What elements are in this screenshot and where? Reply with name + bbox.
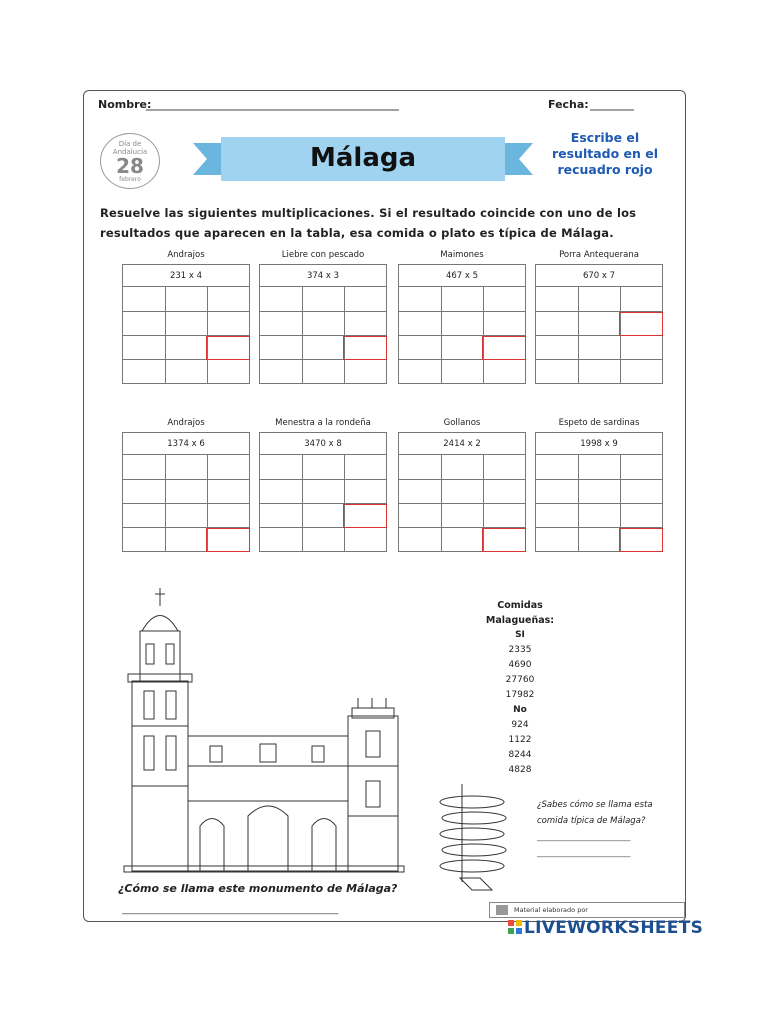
liveworksheets-logo[interactable] — [508, 918, 703, 938]
dish-name: Andrajos — [167, 418, 205, 428]
operation-label: 1374 x 6 — [123, 433, 249, 455]
grid-cell[interactable] — [536, 311, 578, 335]
si-label: SI — [515, 630, 525, 640]
badge-number: 28 — [116, 154, 144, 178]
name-line[interactable]: ______________________________________________ — [146, 98, 399, 111]
instructions-text: Resuelve las siguientes multiplicaciones. Si el resultado coincide con uno de los resultados que aparecen en la tabla, esa comida o plato es típica de Málaga. — [100, 206, 637, 240]
grid-cell[interactable] — [578, 479, 620, 503]
name-date-row — [98, 98, 680, 120]
grid-cell[interactable] — [123, 335, 165, 359]
grid-cell[interactable] — [260, 479, 302, 503]
operation-label: 231 x 4 — [123, 265, 249, 287]
monument-question: ¿Cómo se llama este monumento de Málaga? — [118, 882, 398, 895]
grid-cell[interactable] — [165, 335, 207, 359]
grid-cell[interactable] — [620, 287, 662, 311]
grid-cell[interactable] — [441, 527, 483, 551]
grid-cell[interactable] — [165, 455, 207, 479]
grid-cell[interactable] — [260, 311, 302, 335]
grid-cell[interactable] — [441, 359, 483, 383]
food-answer-line[interactable]: ______________________ — [537, 832, 631, 842]
operation-label: 1998 x 9 — [536, 433, 662, 455]
grid-cell[interactable] — [344, 527, 386, 551]
no-value: 4828 — [508, 765, 532, 775]
grid-cell[interactable] — [165, 287, 207, 311]
dish-name: Maimones — [440, 250, 484, 260]
title-ribbon — [193, 135, 533, 185]
grid-cell[interactable] — [536, 527, 578, 551]
grid-cell[interactable] — [260, 527, 302, 551]
grid-cell[interactable] — [344, 479, 386, 503]
andalucia-day-badge — [100, 133, 160, 189]
badge-month: febrero — [119, 176, 141, 183]
grid-cell[interactable] — [578, 455, 620, 479]
grid-cell[interactable] — [207, 359, 249, 383]
grid-cell[interactable] — [483, 311, 525, 335]
grid-cell[interactable] — [207, 311, 249, 335]
dish-name: Menestra a la rondeña — [275, 418, 371, 428]
grid-cell[interactable] — [207, 287, 249, 311]
grid-cell[interactable] — [260, 287, 302, 311]
monument-answer-line[interactable]: _____________________________________________ — [122, 904, 339, 915]
grid-cell[interactable] — [399, 503, 441, 527]
si-value: 27760 — [505, 675, 535, 685]
foods-heading: Comidas Malagueñas: — [485, 600, 555, 626]
dish-name: Andrajos — [167, 250, 205, 260]
grid-cell[interactable] — [207, 503, 249, 527]
grid-cell[interactable] — [123, 527, 165, 551]
answer-red-box[interactable] — [206, 336, 250, 360]
grid-cell[interactable] — [302, 287, 344, 311]
answer-red-box[interactable] — [206, 528, 250, 552]
operation-label: 374 x 3 — [260, 265, 386, 287]
grid-cell[interactable] — [123, 287, 165, 311]
grid-cell[interactable] — [399, 335, 441, 359]
operation-label: 3470 x 8 — [260, 433, 386, 455]
food-answer-line[interactable]: ______________________ — [537, 848, 631, 858]
date-label: Fecha: — [548, 98, 589, 111]
grid-cell[interactable] — [207, 455, 249, 479]
grid-cell[interactable] — [399, 287, 441, 311]
grid-cell[interactable] — [302, 527, 344, 551]
grid-cell[interactable] — [260, 503, 302, 527]
grid-cell[interactable] — [620, 503, 662, 527]
badge-caption: Día de Andalucía — [112, 140, 148, 156]
cathedral-illustration — [120, 586, 410, 876]
calculation-grid — [259, 432, 387, 552]
grid-cell[interactable] — [483, 359, 525, 383]
si-value: 2335 — [508, 645, 532, 655]
dish-name: Porra Antequerana — [559, 250, 639, 260]
grid-cell[interactable] — [578, 359, 620, 383]
food-question-block — [537, 797, 677, 861]
answer-red-box[interactable] — [619, 312, 663, 336]
grid-cell[interactable] — [165, 503, 207, 527]
grid-cell[interactable] — [399, 359, 441, 383]
grid-cell[interactable] — [536, 503, 578, 527]
brand-name: LIVEWORKSHEETS — [524, 918, 704, 938]
grid-cell[interactable] — [441, 503, 483, 527]
grid-cell[interactable] — [123, 359, 165, 383]
red-box-instruction: Escribe el resultado en el recuadro rojo — [551, 130, 659, 177]
grid-cell[interactable] — [207, 479, 249, 503]
grid-cell[interactable] — [620, 359, 662, 383]
grid-cell[interactable] — [536, 335, 578, 359]
grid-cell[interactable] — [441, 479, 483, 503]
operation-label: 467 x 5 — [399, 265, 525, 287]
credit-box — [489, 902, 685, 918]
grid-cell[interactable] — [578, 503, 620, 527]
grid-cell[interactable] — [302, 479, 344, 503]
grid-cell[interactable] — [165, 479, 207, 503]
date-line[interactable]: ________ — [590, 98, 634, 111]
grid-cell[interactable] — [536, 287, 578, 311]
grid-cell[interactable] — [536, 479, 578, 503]
grid-cell[interactable] — [260, 335, 302, 359]
grid-cell[interactable] — [483, 503, 525, 527]
grid-cell[interactable] — [165, 311, 207, 335]
liveworksheets-icon — [508, 920, 522, 934]
answer-red-box[interactable] — [343, 504, 387, 528]
grid-cell[interactable] — [123, 479, 165, 503]
grid-cell[interactable] — [123, 455, 165, 479]
grid-cell[interactable] — [483, 287, 525, 311]
answer-red-box[interactable] — [343, 336, 387, 360]
grid-cell[interactable] — [302, 359, 344, 383]
grid-cell[interactable] — [578, 335, 620, 359]
dish-name: Liebre con pescado — [281, 250, 365, 260]
answer-red-box[interactable] — [482, 528, 526, 552]
grid-cell[interactable] — [483, 479, 525, 503]
calculation-grid — [259, 264, 387, 384]
grid-cell[interactable] — [344, 311, 386, 335]
grid-cell[interactable] — [441, 311, 483, 335]
grid-cell[interactable] — [260, 359, 302, 383]
grid-cell[interactable] — [441, 287, 483, 311]
grid-cell[interactable] — [483, 455, 525, 479]
grid-cell[interactable] — [344, 455, 386, 479]
grid-cell[interactable] — [620, 335, 662, 359]
grid-cell[interactable] — [578, 287, 620, 311]
grid-cell[interactable] — [344, 359, 386, 383]
food-question: ¿Sabes cómo se llama esta comida típica de Málaga? — [537, 800, 653, 826]
credit-text: Material elaborado por — [514, 906, 588, 914]
operation-label: 2414 x 2 — [399, 433, 525, 455]
si-value: 4690 — [508, 660, 532, 670]
dish-name: Espeto de sardinas — [558, 418, 640, 428]
no-value: 1122 — [508, 735, 532, 745]
grid-cell[interactable] — [620, 479, 662, 503]
malaga-foods-table — [470, 598, 570, 778]
grid-cell[interactable] — [165, 359, 207, 383]
si-value: 17982 — [505, 690, 535, 700]
grid-cell[interactable] — [578, 311, 620, 335]
grid-cell[interactable] — [123, 503, 165, 527]
grid-cell[interactable] — [399, 527, 441, 551]
grid-cell[interactable] — [165, 527, 207, 551]
grid-cell[interactable] — [302, 503, 344, 527]
grid-cell[interactable] — [302, 335, 344, 359]
credit-logo-icon — [496, 905, 508, 915]
calculation-grid — [122, 264, 250, 384]
grid-cell[interactable] — [441, 335, 483, 359]
grid-cell[interactable] — [302, 455, 344, 479]
name-label: Nombre: — [98, 98, 152, 111]
grid-cell[interactable] — [441, 455, 483, 479]
grid-cell[interactable] — [578, 527, 620, 551]
page-title: Málaga — [309, 143, 417, 173]
grid-cell[interactable] — [536, 359, 578, 383]
grid-cell[interactable] — [344, 287, 386, 311]
no-value: 8244 — [508, 750, 532, 760]
grid-cell[interactable] — [399, 479, 441, 503]
grid-cell[interactable] — [399, 455, 441, 479]
sardine-skewer-illustration — [432, 782, 522, 892]
dish-name: Gollanos — [443, 418, 481, 428]
no-value: 924 — [511, 720, 529, 730]
answer-red-box[interactable] — [482, 336, 526, 360]
grid-cell[interactable] — [302, 311, 344, 335]
no-label: No — [513, 705, 527, 715]
grid-cell[interactable] — [260, 455, 302, 479]
calculation-grid — [398, 264, 526, 384]
grid-cell[interactable] — [399, 311, 441, 335]
answer-red-box[interactable] — [619, 528, 663, 552]
operation-label: 670 x 7 — [536, 265, 662, 287]
grid-cell[interactable] — [620, 455, 662, 479]
grid-cell[interactable] — [536, 455, 578, 479]
grid-cell[interactable] — [123, 311, 165, 335]
